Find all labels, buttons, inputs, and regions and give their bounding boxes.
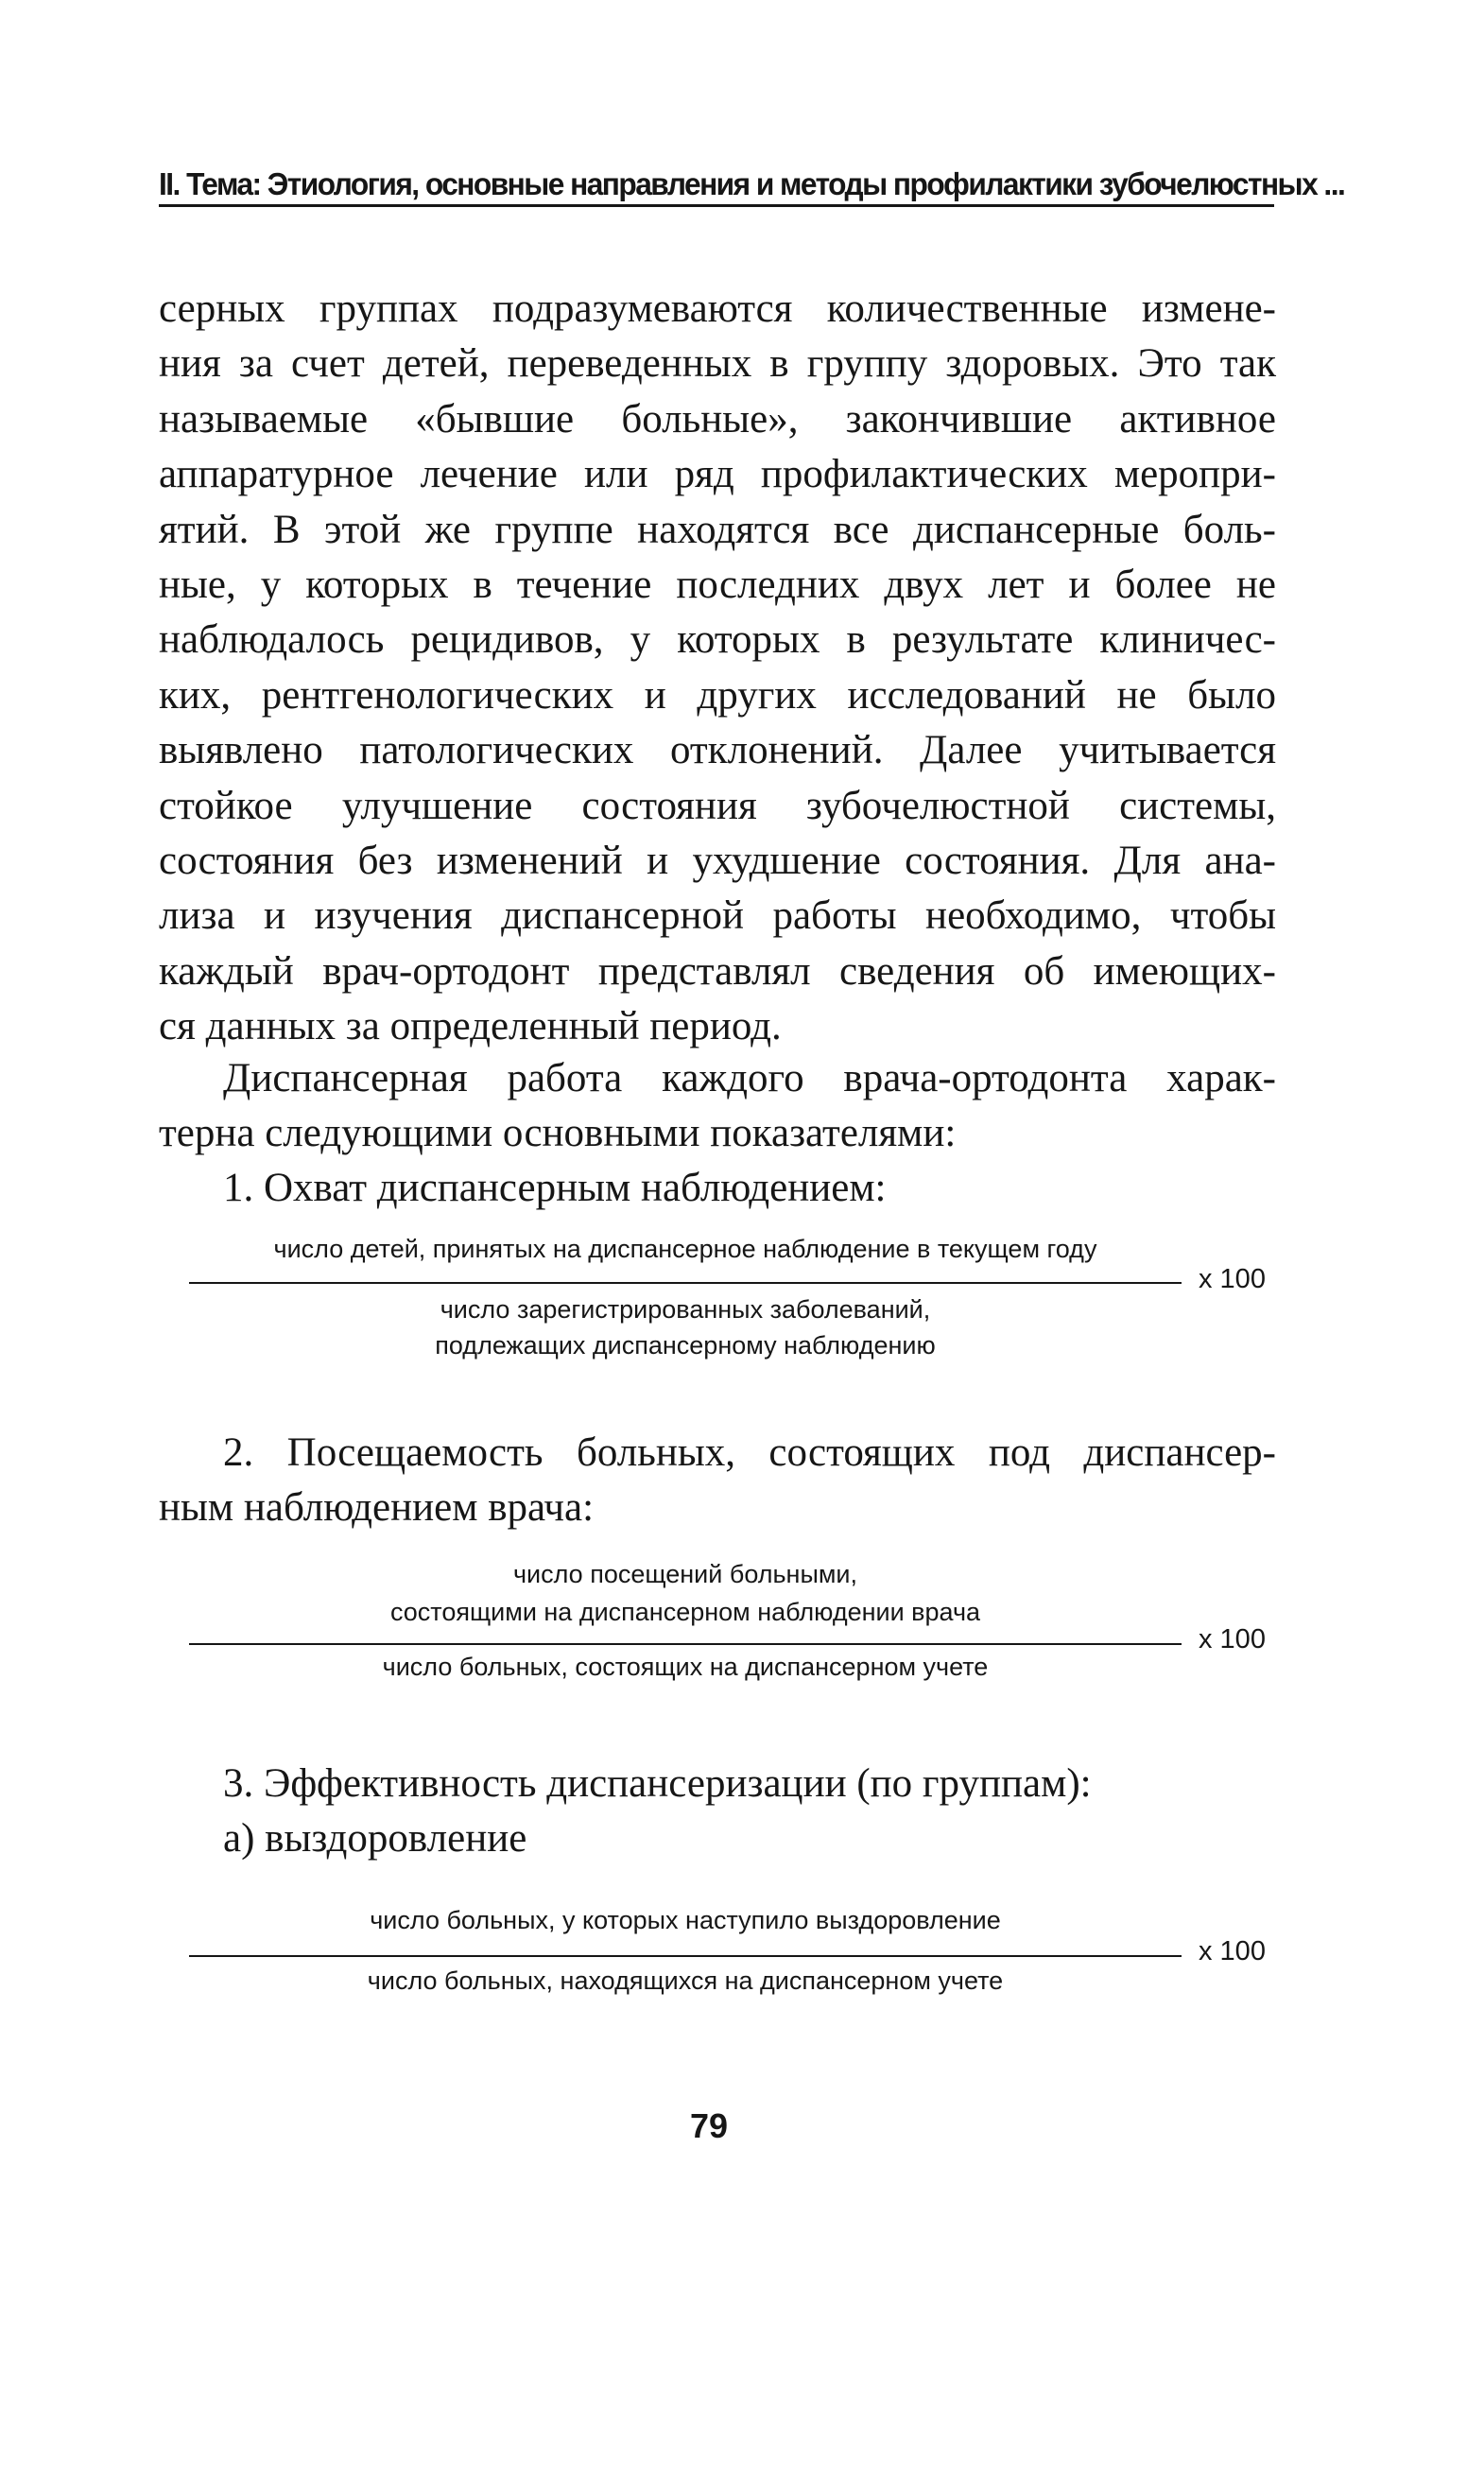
text-line: 3. Эффективность диспансеризации (по группам): (223, 1761, 1092, 1806)
text-line: 1. Охват диспансерным наблюдением: (223, 1166, 887, 1210)
text-line: серных группах подразумеваются количественные измене- (159, 286, 1276, 331)
text-line: ятий. В этой же группе находятся все диспансерные боль- (159, 507, 1276, 552)
text-line: состояния без изменений и ухудшение состояния. Для ана- (159, 839, 1276, 884)
text-line: а) выздоровление (223, 1816, 527, 1862)
text-line: Диспансерная работа каждого врача-ортодонта харак- (223, 1056, 1276, 1100)
text-line: терна следующими основными показателями: (159, 1111, 957, 1156)
text-line: выявлено патологических отклонений. Далее учитывается (159, 728, 1276, 773)
header-rule (159, 204, 1274, 207)
text-line: каждый врач-ортодонт представлял сведения об имеющих- (159, 948, 1276, 994)
text-line: аппаратурное лечение или ряд профилактических меропри- (159, 452, 1276, 497)
formula-numerator: число больных, у которых наступило выздоровление (370, 1906, 1001, 1934)
text-line: ся данных за определенный период. (159, 1004, 782, 1049)
text-line: ких, рентгенологических и других исследований не было (159, 672, 1276, 718)
item-3-label (159, 1757, 1276, 1867)
text-line: ния за счет детей, переведенных в группу здоровых. Это так (159, 341, 1276, 387)
item-2-label (159, 1426, 1276, 1536)
fraction-bar (189, 1282, 1182, 1284)
text-line: наблюдалось рецидивов, у которых в результате клиничес- (159, 617, 1276, 663)
text-line: лиза и изучения диспансерной работы необходимо, чтобы (159, 893, 1276, 939)
running-header: II. Тема: Этиология, основные направления и методы профилактики зубочелюстных ... (159, 166, 1345, 201)
multiplier: х 100 (1199, 1264, 1266, 1294)
formula-numerator: состоящими на диспансерном наблюдении врача (389, 1598, 981, 1626)
page-number: 79 (689, 2106, 729, 2145)
text-line: стойкое улучшение состояния зубочелюстной системы, (159, 783, 1276, 828)
fraction-bar (189, 1643, 1182, 1645)
multiplier: х 100 (1199, 1936, 1266, 1966)
item-1-label (159, 1161, 1276, 1216)
text-line: 2. Посещаемость больных, состоящих под диспансер- (223, 1430, 1276, 1475)
paragraph-2 (159, 1051, 1276, 1162)
text-line: ным наблюдением врача: (159, 1485, 595, 1531)
formula-denominator: число больных, находящихся на диспансерном учете (367, 1966, 1004, 1995)
formula-numerator: число детей, принятых на диспансерное наблюдение в текущем году (273, 1235, 1097, 1263)
formula-denominator: число больных, состоящих на диспансерном учете (382, 1653, 989, 1681)
formula-denominator: подлежащих диспансерному наблюдению (435, 1331, 936, 1360)
multiplier: х 100 (1199, 1624, 1266, 1654)
paragraph-1 (159, 282, 1276, 1055)
text-line: называемые «бывшие больные», закончившие активное (159, 396, 1276, 442)
formula-numerator: число посещений больными, (512, 1560, 858, 1588)
formula-denominator: число зарегистрированных заболеваний, (440, 1295, 931, 1324)
text-line: ные, у которых в течение последних двух лет и более не (159, 563, 1276, 608)
fraction-bar (189, 1955, 1182, 1957)
